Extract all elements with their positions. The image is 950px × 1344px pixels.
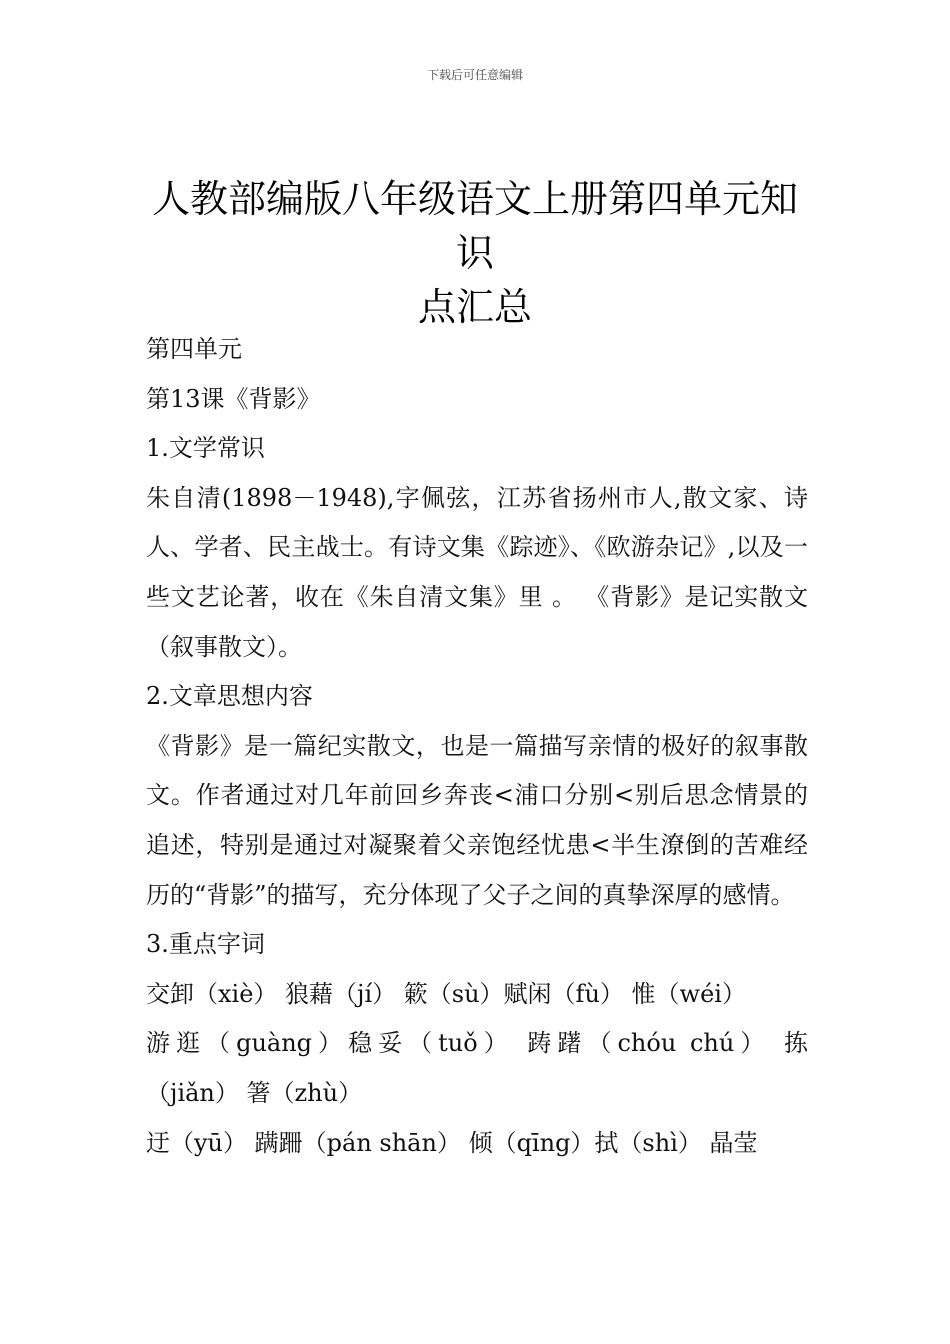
document-title [140,172,810,334]
title-line-2: 点汇总 [417,285,532,329]
section-heading: 第四单元 [146,335,242,363]
vocab-line-4: 迂（yū） 蹒跚（pán shān） 倾（qīng）拭（shì） 晶莹 [146,1128,758,1157]
title-line-1: 人教部编版八年级语文上册第四单元知识 [151,177,798,275]
document-body [146,325,808,1168]
vocab-line-1: 交卸（xiè） 狼藉（jí） 簌（sù）赋闲（fù） 惟（wéi） [146,979,746,1008]
page-header: 下载后可任意编辑 [426,68,523,82]
paragraph-content-theme: 《背影》是一篇纪实散文，也是一篇描写亲情的极好的叙事散文。作者通过对几年前回乡奔丧<浦口分别<别后思念情景的追述，特别是通过对凝聚着父亲饱经忧患<半生潦倒的苦难经历的“背影”的描写，充分体现了父子之间的真挚深厚的感情。 [146,731,808,909]
paragraph-author-intro: 朱自清(1898－1948),字佩弦，江苏省扬州市人,散文家、诗人、学者、民主战士。有诗文集《踪迹》、《欧游杂记》,以及一些文艺论著，收在《朱自清文集》里 。 《背影》是记实散文（叙事散文）。 [146,483,808,661]
subheading-content-theme: 2.文章思想内容 [146,682,313,711]
vocab-line-2: 游逛（guàng）稳妥（tuǒ） 踌躇（chóu chú） 拣 [146,1029,808,1058]
lesson-heading: 第13课《背影》 [146,384,321,413]
subheading-key-words: 3.重点字词 [146,930,265,959]
subheading-literary-knowledge: 1.文学常识 [146,434,265,463]
vocab-line-3: （jiǎn） 箸（zhù） [146,1078,363,1107]
